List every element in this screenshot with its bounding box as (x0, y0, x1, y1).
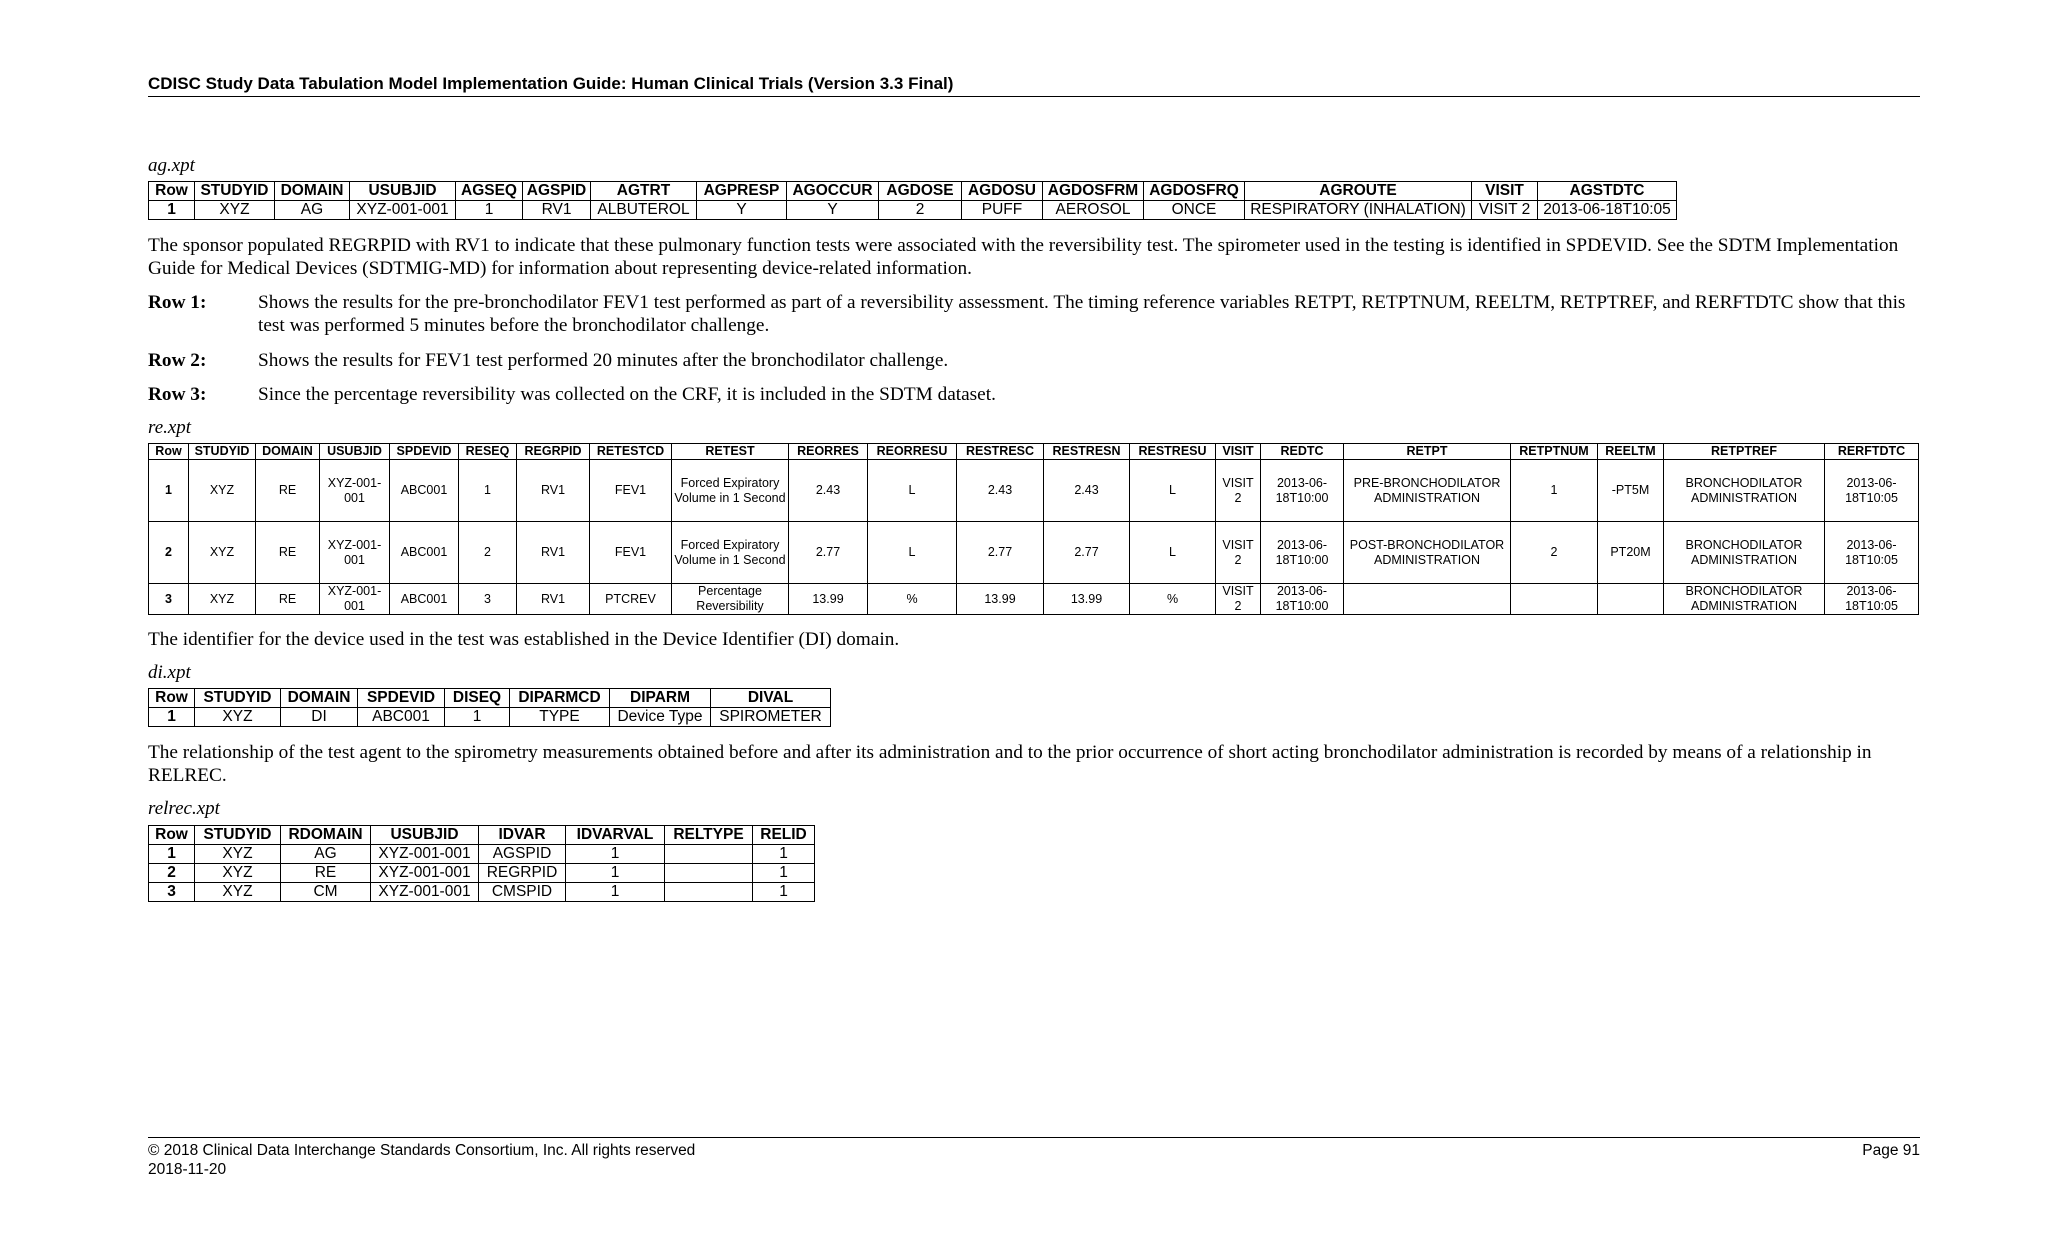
column-header: DIPARMCD (510, 689, 610, 708)
column-header: USUBJID (371, 826, 479, 845)
table-cell: ABC001 (390, 522, 459, 584)
column-header: DOMAIN (281, 689, 358, 708)
table-cell: RE (256, 460, 320, 522)
table-cell: VISIT 2 (1216, 522, 1261, 584)
table-cell: 1 (566, 845, 665, 864)
ag-table (148, 181, 1677, 220)
table-cell: 1 (566, 883, 665, 902)
di-table (148, 688, 831, 727)
table-cell (665, 864, 753, 883)
column-header: RESTRESN (1044, 444, 1130, 460)
table-cell: ABC001 (358, 708, 445, 727)
table-cell: RV1 (517, 522, 590, 584)
table-cell: Y (697, 201, 787, 220)
column-header: RESTRESC (957, 444, 1044, 460)
table-cell: 2013-06-18T10:00 (1261, 584, 1344, 615)
row-note-text: Since the percentage reversibility was collected on the CRF, it is included in the SDTM dataset. (258, 384, 996, 405)
table-cell: -PT5M (1598, 460, 1664, 522)
table-cell: BRONCHODILATOR ADMINISTRATION (1664, 584, 1825, 615)
copyright-text: © 2018 Clinical Data Interchange Standards Consortium, Inc. All rights reserved (148, 1142, 696, 1159)
column-header: DOMAIN (275, 182, 350, 201)
column-header: VISIT (1472, 182, 1538, 201)
table-cell: 13.99 (1044, 584, 1130, 615)
column-header: AGPRESP (697, 182, 787, 201)
table-cell: SPIROMETER (711, 708, 831, 727)
table-row (149, 584, 1919, 615)
table-cell: 1 (149, 460, 189, 522)
table-cell: 2 (149, 864, 195, 883)
column-header: AGDOSFRM (1043, 182, 1144, 201)
table-cell: XYZ (189, 522, 256, 584)
table-cell: XYZ-001-001 (371, 864, 479, 883)
relrec-table (148, 825, 815, 902)
row-note-label: Row 2: (148, 350, 207, 371)
table-cell: Forced Expiratory Volume in 1 Second (672, 522, 789, 584)
table-cell: XYZ (195, 845, 281, 864)
table-cell: % (868, 584, 957, 615)
column-header: REGRPID (517, 444, 590, 460)
table-cell: AG (275, 201, 350, 220)
column-header: SPDEVID (358, 689, 445, 708)
column-header: AGTRT (591, 182, 697, 201)
table-row (149, 460, 1919, 522)
document-page (148, 0, 1920, 1243)
column-header: STUDYID (195, 689, 281, 708)
column-header: AGSTDTC (1538, 182, 1677, 201)
table-cell: XYZ (195, 201, 275, 220)
table-cell: L (868, 460, 957, 522)
table-cell: 1 (149, 708, 195, 727)
column-header: DIPARM (610, 689, 711, 708)
table-cell: PRE-BRONCHODILATOR ADMINISTRATION (1344, 460, 1511, 522)
table-cell: L (868, 522, 957, 584)
table-cell: Y (787, 201, 879, 220)
table-cell: 1 (149, 845, 195, 864)
table-cell: 2013-06-18T10:00 (1261, 522, 1344, 584)
column-header: IDVARVAL (566, 826, 665, 845)
column-header: RETPTNUM (1511, 444, 1598, 460)
table-cell (1344, 584, 1511, 615)
table-cell: 1 (459, 460, 517, 522)
table-cell: RV1 (517, 584, 590, 615)
table-cell: 2013-06-18T10:00 (1261, 460, 1344, 522)
table-cell: XYZ-001-001 (320, 522, 390, 584)
column-header: REDTC (1261, 444, 1344, 460)
table-row (149, 201, 1677, 220)
table-cell: 1 (566, 864, 665, 883)
column-header: REORRES (789, 444, 868, 460)
table-cell: 2.43 (1044, 460, 1130, 522)
table-cell: 2.77 (789, 522, 868, 584)
table-cell: CM (281, 883, 371, 902)
table-cell: 3 (149, 584, 189, 615)
re-table-caption: re.xpt (148, 417, 192, 438)
table-cell: BRONCHODILATOR ADMINISTRATION (1664, 460, 1825, 522)
table-cell: XYZ-001-001 (371, 883, 479, 902)
column-header: RETESTCD (590, 444, 672, 460)
column-header: RESTRESU (1130, 444, 1216, 460)
table-cell: ABC001 (390, 460, 459, 522)
column-header: STUDYID (195, 182, 275, 201)
table-cell: RESPIRATORY (INHALATION) (1245, 201, 1472, 220)
table-cell: VISIT 2 (1216, 460, 1261, 522)
column-header: RESEQ (459, 444, 517, 460)
table-cell: ONCE (1144, 201, 1245, 220)
column-header: USUBJID (350, 182, 456, 201)
relrec-table-caption: relrec.xpt (148, 798, 220, 819)
column-header: DOMAIN (256, 444, 320, 460)
table-cell: FEV1 (590, 522, 672, 584)
table-cell: XYZ-001-001 (320, 460, 390, 522)
table-cell: XYZ-001-001 (320, 584, 390, 615)
footer-divider (148, 1137, 1920, 1138)
column-header: AGSPID (523, 182, 591, 201)
column-header: STUDYID (195, 826, 281, 845)
table-cell: ALBUTEROL (591, 201, 697, 220)
table-cell: 1 (753, 883, 815, 902)
table-cell: Percentage Reversibility (672, 584, 789, 615)
table-cell (1511, 584, 1598, 615)
table-cell: 13.99 (957, 584, 1044, 615)
table-header-row (149, 689, 831, 708)
row-note-label: Row 3: (148, 384, 207, 405)
column-header: Row (149, 182, 195, 201)
table-cell: 2 (1511, 522, 1598, 584)
column-header: Row (149, 689, 195, 708)
table-cell: 2013-06-18T10:05 (1825, 460, 1919, 522)
table-cell: 2013-06-18T10:05 (1825, 584, 1919, 615)
row-note-label: Row 1: (148, 292, 207, 313)
table-cell: XYZ (195, 708, 281, 727)
table-cell: 1 (753, 864, 815, 883)
table-header-row (149, 444, 1919, 460)
table-cell: 13.99 (789, 584, 868, 615)
re-table (148, 443, 1919, 615)
column-header: AGROUTE (1245, 182, 1472, 201)
column-header: RETEST (672, 444, 789, 460)
table-cell: BRONCHODILATOR ADMINISTRATION (1664, 522, 1825, 584)
table-cell: PTCREV (590, 584, 672, 615)
table-cell: XYZ (189, 460, 256, 522)
row-note-text: Shows the results for FEV1 test performed 20 minutes after the bronchodilator challenge. (258, 350, 949, 371)
table-cell: REGRPID (479, 864, 566, 883)
table-row (149, 522, 1919, 584)
table-cell: 1 (149, 201, 195, 220)
table-header-row (149, 182, 1677, 201)
table-cell: PUFF (962, 201, 1043, 220)
column-header: DIVAL (711, 689, 831, 708)
table-cell: Forced Expiratory Volume in 1 Second (672, 460, 789, 522)
ag-table-caption: ag.xpt (148, 155, 195, 176)
column-header: Row (149, 826, 195, 845)
column-header: RELTYPE (665, 826, 753, 845)
table-cell: L (1130, 522, 1216, 584)
table-cell: 3 (149, 883, 195, 902)
table-cell: 2013-06-18T10:05 (1825, 522, 1919, 584)
table-cell: 1 (456, 201, 523, 220)
column-header: DISEQ (445, 689, 510, 708)
column-header: Row (149, 444, 189, 460)
table-cell: XYZ-001-001 (350, 201, 456, 220)
table-cell: % (1130, 584, 1216, 615)
column-header: AGSEQ (456, 182, 523, 201)
column-header: RETPT (1344, 444, 1511, 460)
column-header: AGDOSU (962, 182, 1043, 201)
table-cell: POST-BRONCHODILATOR ADMINISTRATION (1344, 522, 1511, 584)
row-note-text: Shows the results for the pre-bronchodilator FEV1 test performed as part of a reversibility assessment. The timing reference variables RETPT, RETPTNUM, REELTM, RETPTREF, and RERFTDTC show that this test was performed 5 minutes before the bronchodilator challenge. (258, 292, 1906, 336)
table-cell: CMSPID (479, 883, 566, 902)
table-cell: RE (256, 522, 320, 584)
column-header: AGOCCUR (787, 182, 879, 201)
paragraph-regrpid: The sponsor populated REGRPID with RV1 to indicate that these pulmonary function tests were associated with the reversibility test. The spirometer used in the testing is identified in SPDEVID. See the SDTM Implementation Guide for Medical Devices (SDTMIG-MD) for information about representing device-related information. (148, 235, 1899, 279)
table-cell: XYZ (189, 584, 256, 615)
table-cell: VISIT 2 (1216, 584, 1261, 615)
table-cell: VISIT 2 (1472, 201, 1538, 220)
table-cell: 2.77 (957, 522, 1044, 584)
column-header: REELTM (1598, 444, 1664, 460)
table-cell: RV1 (523, 201, 591, 220)
table-cell: L (1130, 460, 1216, 522)
table-row (149, 864, 815, 883)
column-header: IDVAR (479, 826, 566, 845)
table-cell: FEV1 (590, 460, 672, 522)
column-header: AGDOSFRQ (1144, 182, 1245, 201)
table-cell: 1 (445, 708, 510, 727)
table-cell: XYZ (195, 883, 281, 902)
table-cell (665, 883, 753, 902)
table-cell: ABC001 (390, 584, 459, 615)
table-cell: 2.43 (957, 460, 1044, 522)
column-header: RERFTDTC (1825, 444, 1919, 460)
table-cell: 2.77 (1044, 522, 1130, 584)
column-header: REORRESU (868, 444, 957, 460)
table-cell: RV1 (517, 460, 590, 522)
table-cell: RE (256, 584, 320, 615)
table-row (149, 883, 815, 902)
table-row (149, 708, 831, 727)
column-header: RDOMAIN (281, 826, 371, 845)
table-cell: Device Type (610, 708, 711, 727)
column-header: SPDEVID (390, 444, 459, 460)
paragraph-device-identifier: The identifier for the device used in the test was established in the Device Identifier (DI) domain. (148, 629, 900, 650)
page-number: Page 91 (1862, 1142, 1920, 1159)
column-header: RELID (753, 826, 815, 845)
table-cell: 1 (753, 845, 815, 864)
table-cell: AGSPID (479, 845, 566, 864)
table-cell: PT20M (1598, 522, 1664, 584)
page-header: CDISC Study Data Tabulation Model Implementation Guide: Human Clinical Trials (Version 3.3 Final) (148, 74, 1920, 97)
column-header: RETPTREF (1664, 444, 1825, 460)
table-cell: DI (281, 708, 358, 727)
table-cell: 3 (459, 584, 517, 615)
table-cell: TYPE (510, 708, 610, 727)
column-header: USUBJID (320, 444, 390, 460)
table-cell: 2 (879, 201, 962, 220)
table-header-row (149, 826, 815, 845)
table-cell (1598, 584, 1664, 615)
table-cell (665, 845, 753, 864)
table-cell: AG (281, 845, 371, 864)
di-table-caption: di.xpt (148, 662, 191, 683)
table-cell: 2.43 (789, 460, 868, 522)
table-cell: XYZ-001-001 (371, 845, 479, 864)
column-header: STUDYID (189, 444, 256, 460)
table-cell: 2 (459, 522, 517, 584)
table-cell: 2 (149, 522, 189, 584)
table-cell: XYZ (195, 864, 281, 883)
table-cell: AEROSOL (1043, 201, 1144, 220)
column-header: VISIT (1216, 444, 1261, 460)
page-footer-left (148, 1141, 695, 1179)
table-cell: 2013-06-18T10:05 (1538, 201, 1677, 220)
paragraph-relationship: The relationship of the test agent to the spirometry measurements obtained before and after its administration and to the prior occurrence of short acting bronchodilator administration is recorded by means of a relationship in RELREC. (148, 742, 1872, 786)
column-header: AGDOSE (879, 182, 962, 201)
footer-date: 2018-11-20 (148, 1161, 227, 1178)
table-cell: 1 (1511, 460, 1598, 522)
table-cell: RE (281, 864, 371, 883)
table-row (149, 845, 815, 864)
